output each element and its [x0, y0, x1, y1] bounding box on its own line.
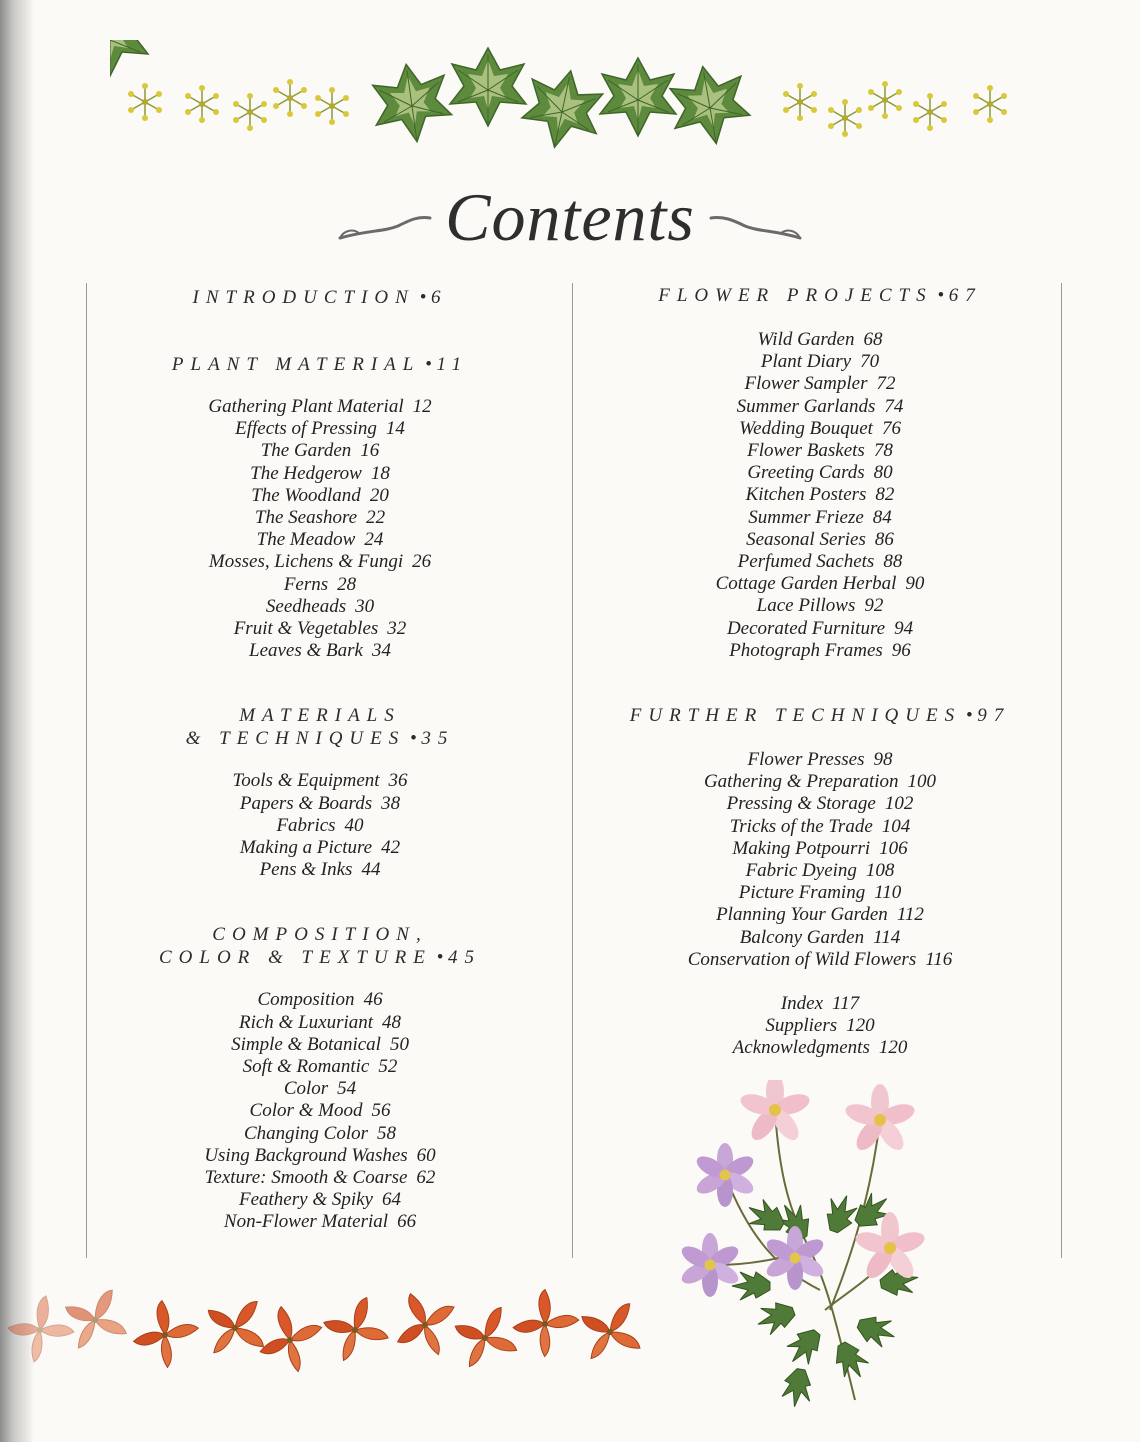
toc-entry[interactable]: Summer Garlands 74 [736, 395, 904, 417]
center-divider-rule [572, 283, 573, 1258]
toc-entry[interactable]: Lace Pillows 92 [756, 595, 884, 617]
toc-entry[interactable]: Perfumed Sachets 88 [737, 551, 903, 573]
pressed-ivy-garland-icon [110, 40, 1030, 170]
toc-entry[interactable]: Gathering & Preparation 100 [703, 771, 937, 793]
toc-entry[interactable]: Conservation of Wild Flowers 116 [687, 948, 953, 970]
section-heading[interactable]: COMPOSITION, COLOR & TEXTURE • 45 [158, 924, 481, 969]
toc-entry[interactable]: The Hedgerow 18 [250, 462, 390, 484]
toc-entry[interactable]: Color & Mood 56 [249, 1100, 391, 1122]
section-heading[interactable]: FURTHER TECHNIQUES • 97 [629, 705, 1011, 727]
toc-entry[interactable]: Suppliers 120 [765, 1015, 875, 1037]
toc-entry[interactable]: Seasonal Series 86 [746, 528, 894, 550]
page-title: Contents [445, 179, 695, 255]
toc-entry[interactable]: Texture: Smooth & Coarse 62 [204, 1167, 436, 1189]
toc-entry[interactable]: Pens & Inks 44 [259, 859, 381, 881]
section-heading[interactable]: INTRODUCTION • 6 [192, 287, 448, 308]
toc-entry[interactable]: Composition 46 [257, 989, 383, 1011]
toc-entry[interactable]: Effects of Pressing 14 [235, 418, 405, 440]
toc-entry[interactable]: Acknowledgments 120 [732, 1037, 908, 1059]
toc-entry[interactable]: Using Background Washes 60 [204, 1144, 436, 1166]
toc-entry[interactable]: Tricks of the Trade 104 [729, 815, 911, 837]
toc-entry[interactable]: The Garden 16 [260, 440, 380, 462]
toc-entry[interactable]: Greeting Cards 80 [747, 462, 893, 484]
section-heading[interactable]: PLANT MATERIAL • 11 [171, 354, 469, 375]
toc-entry[interactable]: Tools & Equipment 36 [232, 770, 408, 792]
toc-entry[interactable]: The Seashore 22 [254, 507, 386, 529]
toc-entry[interactable]: Kitchen Posters 82 [745, 484, 895, 506]
toc-entry[interactable]: Index 117 [780, 993, 860, 1015]
book-spine-shadow [0, 0, 34, 1442]
toc-entry[interactable]: Simple & Botanical 50 [231, 1033, 409, 1055]
left-margin-rule [86, 283, 87, 1258]
toc-entry[interactable]: Plant Diary 70 [760, 351, 880, 373]
toc-entry[interactable]: Soft & Romantic 52 [242, 1056, 398, 1078]
title-swash-icon [708, 208, 803, 244]
toc-entry[interactable]: Fabrics 40 [276, 814, 364, 836]
toc-entry[interactable]: Balcony Garden 114 [739, 926, 901, 948]
toc-entry[interactable]: The Woodland 20 [251, 484, 389, 506]
toc-entry[interactable]: Making Potpourri 106 [732, 837, 908, 859]
toc-section-materials-techniques [100, 704, 540, 881]
toc-entry[interactable]: Planning Your Garden 112 [716, 904, 924, 926]
toc-entry[interactable]: Flower Presses 98 [747, 749, 893, 771]
right-margin-rule [1061, 283, 1062, 1258]
toc-section-plant-material [100, 353, 540, 662]
toc-entry[interactable]: Feathery & Spiky 64 [238, 1189, 401, 1211]
toc-entry[interactable]: Papers & Boards 38 [239, 792, 401, 814]
toc-section-back-matter [600, 993, 1040, 1060]
pressed-red-petal-garland-icon [0, 1280, 680, 1390]
toc-entry[interactable]: Cottage Garden Herbal 90 [715, 573, 925, 595]
toc-entry[interactable]: Color 54 [283, 1078, 357, 1100]
section-heading[interactable]: MATERIALS & TECHNIQUES • 35 [185, 705, 455, 750]
toc-right-column [600, 284, 1040, 1060]
toc-entry[interactable]: Seedheads 30 [265, 595, 375, 617]
toc-entry[interactable]: Changing Color 58 [243, 1122, 397, 1144]
toc-entry[interactable]: Wild Garden 68 [757, 329, 883, 350]
toc-entry[interactable]: Summer Frieze 84 [748, 506, 892, 528]
section-heading[interactable]: FLOWER PROJECTS • 67 [658, 285, 982, 306]
toc-entry[interactable]: Fruit & Vegetables 32 [233, 618, 407, 640]
toc-entry[interactable]: Decorated Furniture 94 [726, 617, 914, 639]
toc-section-further-techniques [600, 704, 1040, 971]
toc-entry[interactable]: Wedding Bouquet 76 [739, 417, 901, 439]
toc-entry[interactable]: Ferns 28 [283, 573, 357, 595]
toc-entry[interactable]: Picture Framing 110 [738, 882, 902, 904]
toc-left-column [100, 286, 540, 1234]
toc-entry[interactable]: Pressing & Storage 102 [726, 793, 914, 815]
toc-section-introduction [100, 286, 540, 309]
toc-entry[interactable]: Rich & Luxuriant 48 [238, 1011, 402, 1033]
toc-entry[interactable]: Photograph Frames 96 [729, 639, 911, 661]
toc-entry[interactable]: Flower Sampler 72 [744, 373, 896, 395]
toc-entry[interactable]: Mosses, Lichens & Fungi 26 [208, 551, 432, 573]
toc-entry[interactable]: Non-Flower Material 66 [223, 1211, 417, 1233]
toc-entry[interactable]: Making a Picture 42 [239, 837, 401, 859]
toc-section-composition [100, 923, 540, 1233]
toc-entry[interactable]: The Meadow 24 [256, 529, 384, 551]
pressed-anemone-spray-icon [680, 1080, 970, 1410]
toc-entry[interactable]: Fabric Dyeing 108 [745, 860, 895, 882]
toc-entry[interactable]: Leaves & Bark 34 [249, 640, 391, 662]
toc-entry[interactable]: Flower Baskets 78 [747, 440, 893, 462]
toc-entry[interactable]: Gathering Plant Material 12 [208, 396, 432, 417]
toc-section-flower-projects [600, 284, 1040, 662]
